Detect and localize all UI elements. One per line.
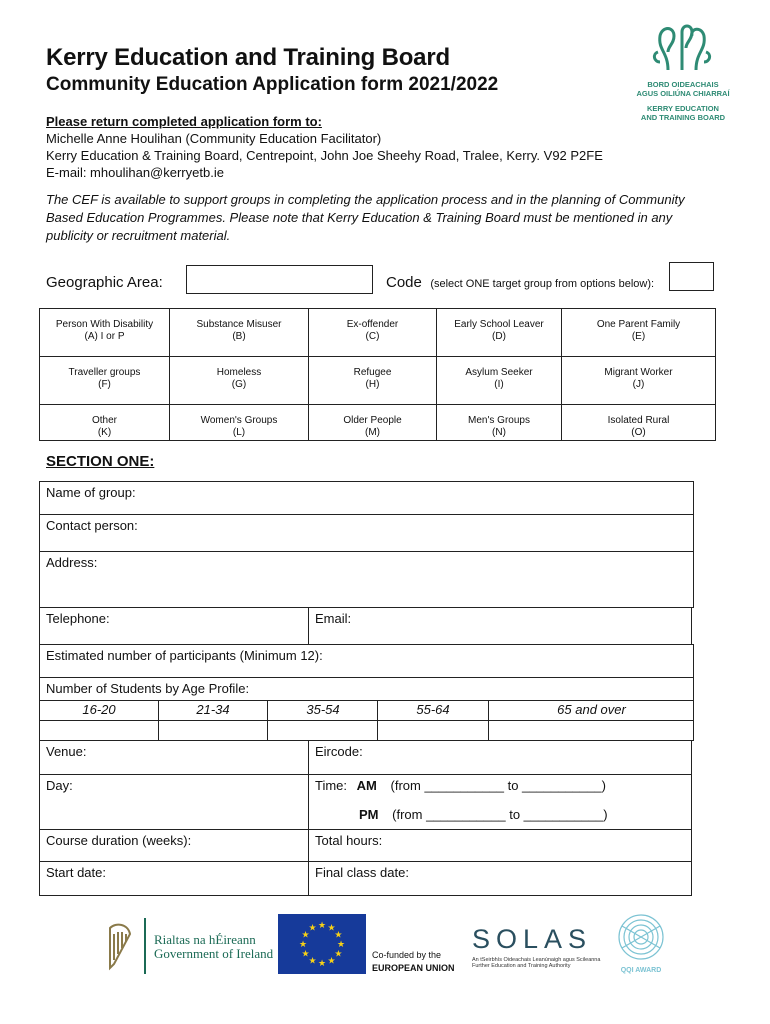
gov-line-1: Rialtas na hÉireann: [154, 932, 256, 947]
participants-field[interactable]: [39, 644, 694, 678]
eu-star-icon: ★: [327, 922, 336, 933]
target-group-table: [39, 308, 716, 441]
solas-wordmark: SOLAS: [472, 924, 593, 954]
target-group-code: (L): [232, 427, 246, 438]
eu-star-icon: ★: [317, 958, 327, 968]
eu-star-icon: ★: [301, 948, 310, 959]
email-text: E-mail: mhoulihan@kerryetb.ie: [46, 165, 224, 180]
solas-sub-2: Further Education and Training Authority: [472, 963, 571, 969]
target-group-cell[interactable]: [170, 405, 309, 441]
name-of-group-field[interactable]: [39, 481, 694, 515]
target-group-cell[interactable]: [309, 405, 437, 441]
target-group-cell[interactable]: [437, 309, 562, 357]
course-duration-label: Course duration (weeks):: [46, 833, 192, 848]
target-group-cell[interactable]: [40, 357, 170, 405]
logo-line-2: AGUS OILIÚNA CHIARRAÍ: [636, 89, 730, 98]
target-group-cell[interactable]: [170, 357, 309, 405]
age-profile-label: Number of Students by Age Profile:: [46, 681, 250, 696]
eu-star-icon: ★: [327, 955, 336, 966]
target-group-code: (I): [494, 379, 504, 390]
target-group-name: Isolated Rural: [607, 415, 670, 426]
target-group-name: Traveller groups: [68, 367, 141, 378]
participants-label: Estimated number of participants (Minimum 12):: [46, 648, 323, 663]
target-group-name: Older People: [343, 415, 402, 426]
total-hours-label: Total hours:: [315, 833, 383, 848]
section-one-heading: SECTION ONE:: [46, 453, 155, 470]
eu-star-icon: ★: [298, 939, 308, 949]
target-group-code: (N): [492, 427, 506, 438]
kerry-etb-logo: [628, 22, 738, 128]
notice-paragraph: The CEF is available to support groups in completing the application process and in the planning of Community Based Education Programmes. Please note that Kerry Education & Training Board must be mentioned in any publicity or recruitment material.: [46, 192, 685, 243]
target-group-name: Substance Misuser: [196, 319, 282, 330]
name-of-group-label: Name of group:: [46, 485, 136, 500]
target-group-code: (M): [365, 427, 380, 438]
contact-person-label: Contact person:: [46, 518, 138, 533]
tree-logo-icon: [628, 22, 738, 74]
target-group-code: (E): [631, 331, 646, 342]
pm-time-row: [315, 807, 685, 822]
target-group-cell[interactable]: [170, 309, 309, 357]
time-label: Time:: [315, 778, 348, 793]
target-group-name: Refugee: [353, 367, 392, 378]
target-group-cell[interactable]: [562, 309, 716, 357]
target-group-cell[interactable]: [437, 405, 562, 441]
age-band-55-64: 55-64: [416, 702, 450, 717]
logo-line-4: AND TRAINING BOARD: [640, 113, 726, 122]
target-group-code: (A) I or P: [84, 331, 125, 342]
contact-name-line: Michelle Anne Houlihan (Community Education Facilitator): [46, 131, 382, 146]
start-date-label: Start date:: [46, 865, 106, 880]
age-profile-table: [39, 700, 694, 741]
target-group-code: (J): [632, 379, 645, 390]
form-subtitle: Community Education Application form 2021/2022: [46, 74, 499, 95]
eu-star-icon: ★: [308, 922, 317, 933]
venue-label: Venue:: [46, 744, 87, 759]
target-group-name: Early School Leaver: [454, 319, 544, 330]
gov-logo-divider: [144, 918, 146, 974]
solas-logo: [472, 924, 602, 974]
address-field[interactable]: [39, 551, 694, 608]
email-line: [46, 165, 224, 180]
target-group-name: Person With Disability: [55, 319, 154, 330]
age-count-65-over-input[interactable]: [489, 721, 693, 740]
code-label-group: [386, 274, 654, 292]
venue-field[interactable]: [39, 740, 309, 775]
target-group-code: (K): [97, 427, 112, 438]
target-group-name: Migrant Worker: [604, 367, 673, 378]
total-hours-field[interactable]: [308, 829, 692, 862]
age-count-35-54-input[interactable]: [268, 721, 377, 740]
age-count-16-20-input[interactable]: [40, 721, 158, 740]
final-class-date-field[interactable]: [308, 861, 692, 896]
pm-label: PM: [359, 807, 379, 822]
target-group-code: (H): [365, 379, 380, 390]
target-group-name: Homeless: [216, 367, 262, 378]
geographic-area-field[interactable]: [186, 265, 373, 294]
target-group-code: (O): [631, 427, 646, 438]
target-group-code: (B): [232, 331, 246, 342]
solas-sub-1: An tSeirbhís Oideachais Leanúnaigh agus Scileanna: [472, 957, 601, 963]
target-group-cell[interactable]: [40, 405, 170, 441]
target-group-name: Women's Groups: [200, 415, 278, 426]
course-duration-field[interactable]: [39, 829, 309, 862]
eu-line-2: EUROPEAN UNION: [372, 963, 455, 973]
return-heading: Please return completed application form to:: [46, 114, 322, 129]
postal-address-line: Kerry Education & Training Board, Centrepoint, John Joe Sheehy Road, Tralee, Kerry. V92 P2FE: [46, 148, 603, 163]
logo-line-1: BORD OIDEACHAIS: [647, 80, 719, 89]
page-title: Kerry Education and Training Board: [46, 44, 450, 71]
eircode-field[interactable]: [308, 740, 692, 775]
day-field[interactable]: [39, 774, 309, 830]
eu-star-icon: ★: [334, 929, 343, 940]
start-date-field[interactable]: [39, 861, 309, 896]
government-of-ireland-logo: [104, 918, 274, 974]
code-label: Code: [386, 274, 422, 291]
final-class-date-label: Final class date:: [315, 865, 409, 880]
target-group-name: Asylum Seeker: [465, 367, 533, 378]
telephone-label: Telephone:: [46, 611, 110, 626]
eu-flag-logo: [278, 914, 366, 974]
target-group-code: (C): [365, 331, 380, 342]
target-group-cell[interactable]: [437, 357, 562, 405]
target-group-name: One Parent Family: [596, 319, 681, 330]
am-time-row: [315, 778, 685, 793]
email-field[interactable]: [308, 607, 692, 645]
age-band-35-54: 35-54: [306, 702, 340, 717]
eircode-label: Eircode:: [315, 744, 363, 759]
target-group-code: (D): [492, 331, 506, 342]
pm-time-range: (from ___________ to ___________): [392, 807, 608, 822]
target-group-cell[interactable]: [562, 357, 716, 405]
eu-star-icon: ★: [301, 929, 310, 940]
age-count-21-34-input[interactable]: [159, 721, 267, 740]
target-group-cell[interactable]: [309, 357, 437, 405]
target-group-code: (G): [231, 379, 247, 390]
address-label: Address:: [46, 555, 98, 570]
day-label: Day:: [46, 778, 73, 793]
geographic-area-label: Geographic Area:: [46, 274, 163, 291]
eu-stars-icon: [278, 914, 366, 974]
target-group-cell[interactable]: [309, 309, 437, 357]
qqi-award-logo: [612, 912, 670, 976]
code-hint: (select ONE target group from options below):: [430, 278, 655, 290]
target-group-name: Men's Groups: [468, 415, 530, 426]
am-label: AM: [356, 778, 377, 793]
gov-line-2: Government of Ireland: [154, 946, 274, 961]
age-profile-header: [39, 677, 694, 701]
eu-star-icon: ★: [308, 955, 317, 966]
contact-person-field[interactable]: [39, 514, 694, 552]
qqi-swirl-icon: [612, 912, 670, 962]
target-group-cell[interactable]: [40, 309, 170, 357]
age-band-16-20: 16-20: [82, 702, 116, 717]
target-group-cell[interactable]: [562, 405, 716, 441]
target-group-name: Ex-offender: [346, 319, 399, 330]
qqi-text: QQI AWARD: [620, 967, 662, 974]
harp-icon: [104, 920, 134, 972]
eu-star-icon: ★: [317, 920, 327, 930]
age-count-55-64-input[interactable]: [378, 721, 488, 740]
telephone-field[interactable]: [39, 607, 309, 645]
age-band-21-34: 21-34: [196, 702, 230, 717]
eu-star-icon: ★: [334, 948, 343, 959]
am-time-range: (from ___________ to ___________): [390, 778, 606, 793]
time-field[interactable]: [308, 774, 692, 830]
target-group-code: (F): [98, 379, 111, 390]
email-label: Email:: [315, 611, 352, 626]
logo-line-3: KERRY EDUCATION: [647, 104, 719, 113]
eu-star-icon: ★: [336, 939, 346, 949]
target-group-name: Other: [91, 415, 117, 426]
code-field[interactable]: [669, 262, 714, 291]
eu-line-1: Co-funded by the: [372, 950, 442, 960]
age-band-65-over: 65 and over: [557, 702, 626, 717]
